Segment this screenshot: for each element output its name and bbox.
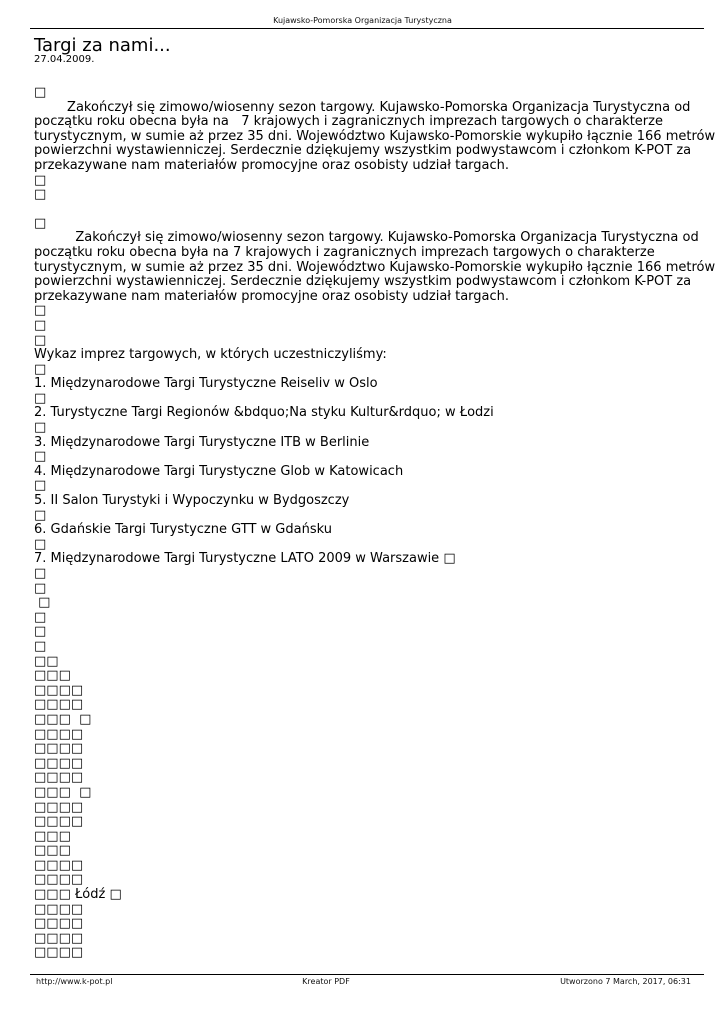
text-line: □	[34, 624, 47, 640]
text-line: □	[34, 332, 47, 348]
text-line: □	[34, 317, 47, 333]
text-line: 4. Międzynarodowe Targi Turystyczne Glob w Katowicach	[34, 463, 404, 479]
text-line: □	[34, 638, 47, 654]
article	[34, 35, 716, 961]
spacer	[34, 65, 694, 86]
text-line: turystycznym, w sumie aż przez 35 dni. Województwo Kujawsko-Pomorskie wykupiło łącznie 166 metrów	[34, 259, 716, 275]
text-line: □	[34, 361, 47, 377]
text-line: □	[34, 303, 47, 319]
text-line: □□□□	[34, 872, 84, 888]
text-line: początku roku obecna była na 7 krajowych i zagranicznych imprezach targowych o charakterze	[34, 114, 663, 130]
spacer	[34, 203, 694, 217]
text-line: 7. Międzynarodowe Targi Turystyczne LATO 2009 w Warszawie □	[34, 551, 456, 567]
footer-url-link[interactable]: http://www.k-pot.pl	[36, 977, 113, 986]
text-line: turystycznym, w sumie aż przez 35 dni. Województwo Kujawsko-Pomorskie wykupiło łącznie 166 metrów	[34, 128, 716, 144]
text-line: □	[34, 420, 47, 436]
text-line: powierzchni wystawienniczej. Serdecznie dziękujemy wszystkim podwystawcom i członkom K-POT za	[34, 274, 692, 290]
text-line: □□□□	[34, 755, 84, 771]
text-line: □	[34, 187, 47, 203]
text-line: □□	[34, 653, 59, 669]
text-line: □□□□	[34, 697, 84, 713]
text-line: □	[34, 85, 47, 100]
text-line: □□□□	[34, 770, 84, 786]
text-line: □□□ □	[34, 711, 92, 727]
text-line: □	[34, 609, 47, 625]
text-line: □□□□	[34, 814, 84, 830]
text-line: □□□	[34, 828, 71, 844]
text-line: □	[34, 215, 47, 231]
text-line: □□□□	[34, 799, 84, 815]
article-body-block-1	[34, 85, 716, 203]
text-line: przekazywane nam materiałów promocyjne oraz osobisty udział targach.	[34, 157, 510, 173]
text-line: □□□□	[34, 945, 84, 961]
text-line: □	[34, 595, 51, 611]
text-line: □□□ □	[34, 784, 92, 800]
text-line: □□□□	[34, 857, 84, 873]
text-line: 3. Międzynarodowe Targi Turystyczne ITB w Berlinie	[34, 434, 370, 450]
text-line: □□□	[34, 668, 71, 684]
text-line: □	[34, 507, 47, 523]
text-line: □□□□	[34, 930, 84, 946]
article-date: 27.04.2009.	[34, 54, 95, 65]
footer-created-date: Utworzono 7 March, 2017, 06:31	[560, 977, 691, 986]
text-line: początku roku obecna była na 7 krajowych i zagranicznych imprezach targowych o charakterze	[34, 244, 655, 260]
text-line: □	[34, 172, 47, 188]
text-line: □□□□	[34, 726, 84, 742]
text-line: Zakończył się zimowo/wiosenny sezon targowy. Kujawsko-Pomorska Organizacja Turystyczna od	[34, 99, 691, 115]
site-header: Kujawsko-Pomorska Organizacja Turystyczna	[273, 16, 452, 25]
text-line: □	[34, 449, 47, 465]
header-divider	[30, 28, 704, 29]
text-line: □□□□	[34, 901, 84, 917]
text-line: □□□ Łódź □	[34, 887, 122, 903]
text-line: 6. Gdańskie Targi Turystyczne GTT w Gdańsku	[34, 522, 332, 538]
text-line: □□□	[34, 843, 71, 859]
text-line: Wykaz imprez targowych, w których uczestniczyliśmy:	[34, 347, 387, 363]
text-line: □	[34, 536, 47, 552]
text-line: 1. Międzynarodowe Targi Turystyczne Reiseliv w Oslo	[34, 376, 378, 392]
text-line: powierzchni wystawienniczej. Serdecznie dziękujemy wszystkim podwystawcom i członkom K-POT za	[34, 143, 692, 159]
text-line: □□□□	[34, 741, 84, 757]
article-title: Targi za nami...	[34, 35, 171, 56]
text-line: przekazywane nam materiałów promocyjne oraz osobisty udział targach.	[34, 288, 510, 304]
text-line: □	[34, 390, 47, 406]
text-line: □□□□	[34, 682, 84, 698]
article-body-block-2	[34, 215, 716, 961]
text-line: 5. II Salon Turystyki i Wypoczynku w Bydgoszczy	[34, 493, 350, 509]
text-line: □	[34, 580, 47, 596]
text-line: □	[34, 478, 47, 494]
text-line: □	[34, 566, 47, 581]
text-line: □□□□	[34, 916, 84, 932]
text-line: Zakończył się zimowo/wiosenny sezon targowy. Kujawsko-Pomorska Organizacja Turystyczna od	[34, 230, 699, 246]
footer-divider	[30, 974, 704, 975]
text-line: 2. Turystyczne Targi Regionów &bdquo;Na styku Kultur&rdquo; w Łodzi	[34, 405, 494, 421]
footer-generator: Kreator PDF	[302, 977, 350, 986]
